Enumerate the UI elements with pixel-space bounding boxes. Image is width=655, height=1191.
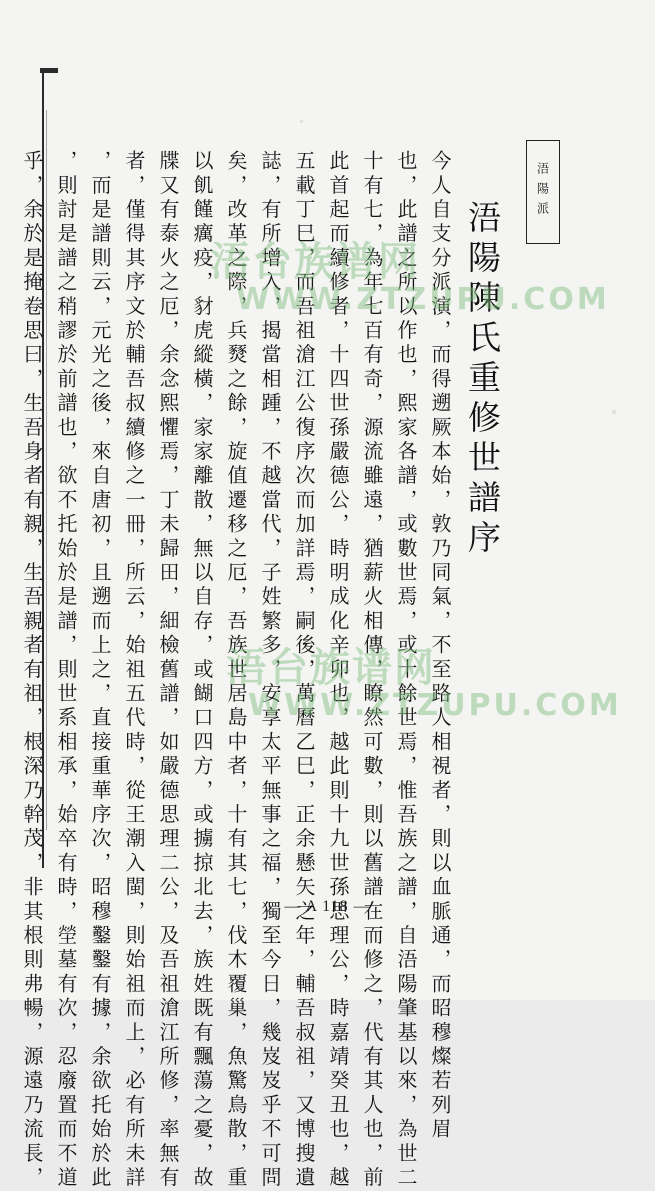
watermark-lower-text: 浯台族谱网 (226, 645, 436, 691)
text-column: ，而是譜則云，元光之後，來自唐初，且遡而上之，直接重華序次，昭穆鑿鑿有據，余欲托始於此 (88, 150, 112, 1191)
watermark-upper-text: 浯台族谱网 (210, 239, 420, 285)
text-column: 矣，改革之際，兵燹之餘，旋值遷移之厄，吾族世居島中者，十有其七，伐木覆巢，魚驚鳥散，重 (224, 150, 248, 1191)
watermark-lower-url: WWW.ZTZUPU.COM (248, 688, 622, 723)
text-column: 今人自支分派演，而得遡厥本始，敦乃同氣，不至路人相視者，則以血脈通，而昭穆燦若列眉 (428, 150, 452, 1143)
clan-branch-tab (526, 140, 560, 244)
text-column: 者，僅得其序文於輔吾叔續修之一冊，所云，始祖五代時，從王潮入閩，則始祖而上，必有所未詳 (122, 150, 146, 1191)
text-column: 五載丁巳，而吾祖滄江公復序次而加詳焉，嗣後，萬曆乙巳，正余懸矢之年，輔吾叔祖，又博搜遺 (292, 150, 316, 1191)
text-column: 十有七，為年七百有奇，源流雖遠，猶薪火相傳，瞭然可數，則以舊譜在而修之，代有其人也，前 (360, 150, 384, 1191)
text-column: 牒又有泰火之厄，余念熙懼焉，丁未歸田，細檢舊譜，如嚴德思理二公，及吾祖滄江所修，率無有 (156, 150, 180, 1191)
preface-title: 浯陽陳氏重修世譜序 (463, 200, 502, 560)
text-column: 以飢饉癘疫，豺虎縱橫，家家離散，無以自存，或餬口四方，或擄掠北去，族姓既有飄蕩之憂，故 (190, 150, 214, 1191)
watermark-upper-url: WWW.ZTZUPU.COM (236, 282, 610, 317)
text-column: 此首起而續修者，十四世孫嚴德公，時明成化辛卯也，越此則十九世孫思理公，時嘉靖癸丑也，越 (326, 150, 350, 1191)
clan-branch-label: 浯陽派 (535, 162, 550, 222)
text-column: 乎，余於是掩卷思曰，生吾身者有親，生吾親者有祖，根深乃幹茂，非其根則弗暢，源遠乃流長， (20, 150, 44, 1191)
scan-speckle (300, 120, 303, 123)
text-column: 也，此譜之所以作也，熙家各譜，或數世焉，或十餘世焉，惟吾族之譜，自浯陽肇基以來，為世二 (394, 150, 418, 1191)
scan-speckle (612, 410, 616, 414)
text-column: ，則討是譜之稍謬於前譜也，欲不托始於是譜，則世系相承，始卒有時，塋墓有次，忍廢置而不道 (54, 150, 78, 1191)
page-number: — A 118 — (284, 898, 371, 915)
text-column: 誌，有所增入，揭當相踵，不越當代，子姓繁多，安享太平無事之福，獨至今日，幾岌岌乎不可問 (258, 150, 282, 1191)
